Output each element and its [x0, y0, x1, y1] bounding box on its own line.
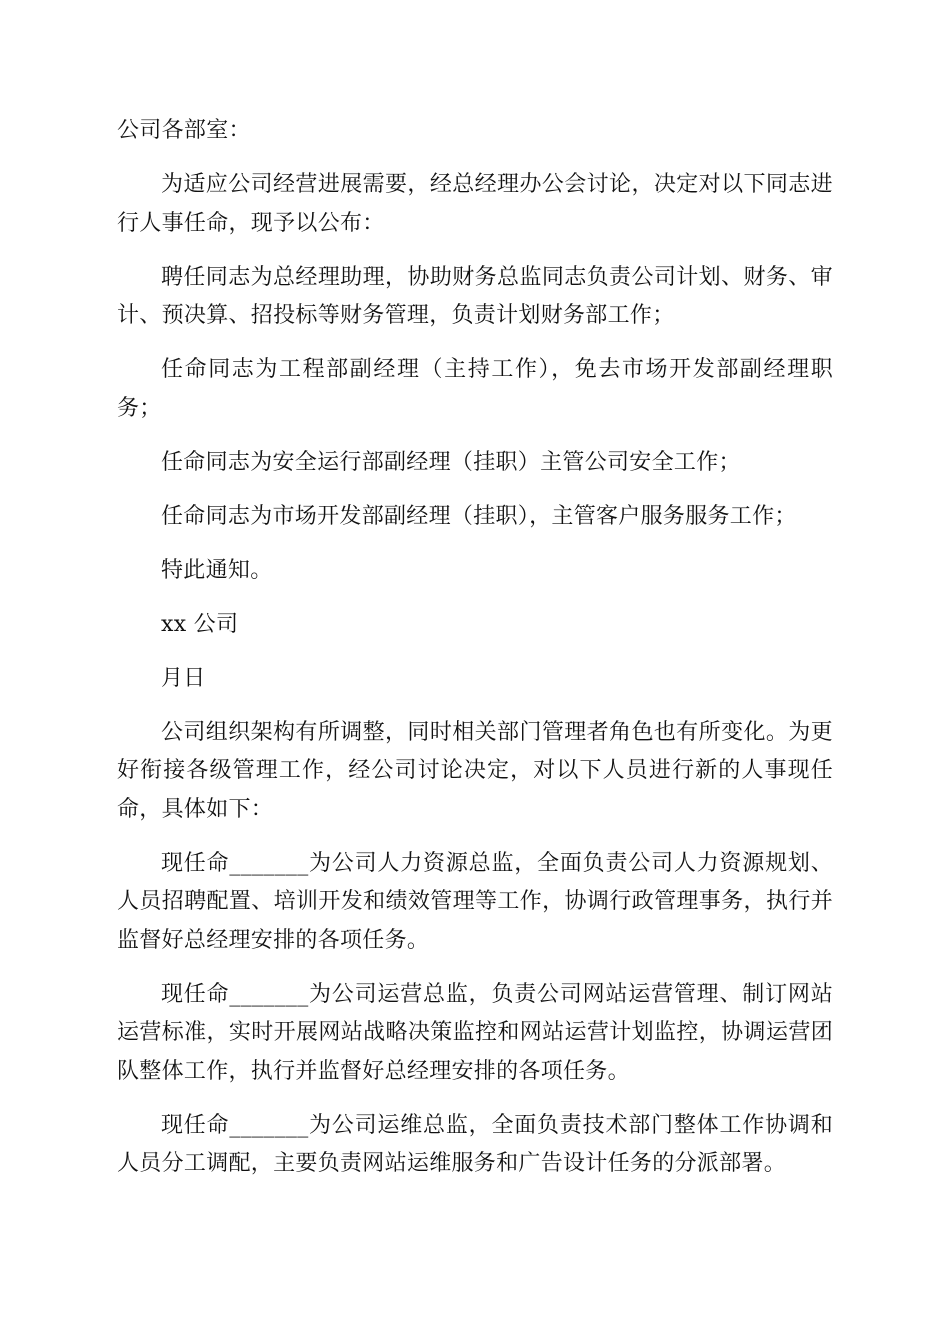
salutation: 公司各部室： — [117, 118, 251, 143]
paragraph-appointment-assistant: 聘任同志为总经理助理，协助财务总监同志负责公司计划、财务、审计、预决算、招投标等财务管理，负责计划财务部工作； — [117, 264, 833, 328]
paragraph-appointment-maintenance-director: 现任命_______为公司运维总监，全面负责技术部门整体工作协调和人员分工调配，主要负责网站运维服务和广告设计任务的分派部署。 — [117, 1112, 833, 1176]
signature-date: 月日 — [161, 665, 206, 691]
paragraph-appointment-safety: 任命同志为安全运行部副经理（挂职）主管公司安全工作； — [161, 449, 741, 475]
document-body — [117, 112, 833, 1199]
signature-company: xx 公司 — [161, 611, 239, 637]
paragraph-notice-closing: 特此通知。 — [161, 557, 273, 583]
paragraph-announcement-intro: 为适应公司经营进展需要，经总经理办公会讨论，决定对以下同志进行人事任命，现予以公布： — [117, 172, 833, 236]
paragraph-appointment-hr-director: 现任命_______为公司人力资源总监，全面负责公司人力资源规划、人员招聘配置、培训开发和绩效管理等工作，协调行政管理事务，执行并监督好总经理安排的各项任务。 — [117, 850, 833, 953]
paragraph-appointment-market: 任命同志为市场开发部副经理（挂职），主管客户服务服务工作； — [161, 503, 797, 529]
paragraph-restructure-intro: 公司组织架构有所调整，同时相关部门管理者角色也有所变化。为更好衔接各级管理工作，经公司讨论决定，对以下人员进行新的人事现任命，具体如下： — [117, 719, 833, 822]
paragraph-appointment-operations-director: 现任命_______为公司运营总监，负责公司网站运营管理、制订网站运营标准，实时开展网站战略决策监控和网站运营计划监控，协调运营团队整体工作，执行并监督好总经理安排的各项任务。 — [117, 981, 833, 1084]
paragraph-appointment-engineering: 任命同志为工程部副经理（主持工作），免去市场开发部副经理职务； — [117, 357, 833, 421]
